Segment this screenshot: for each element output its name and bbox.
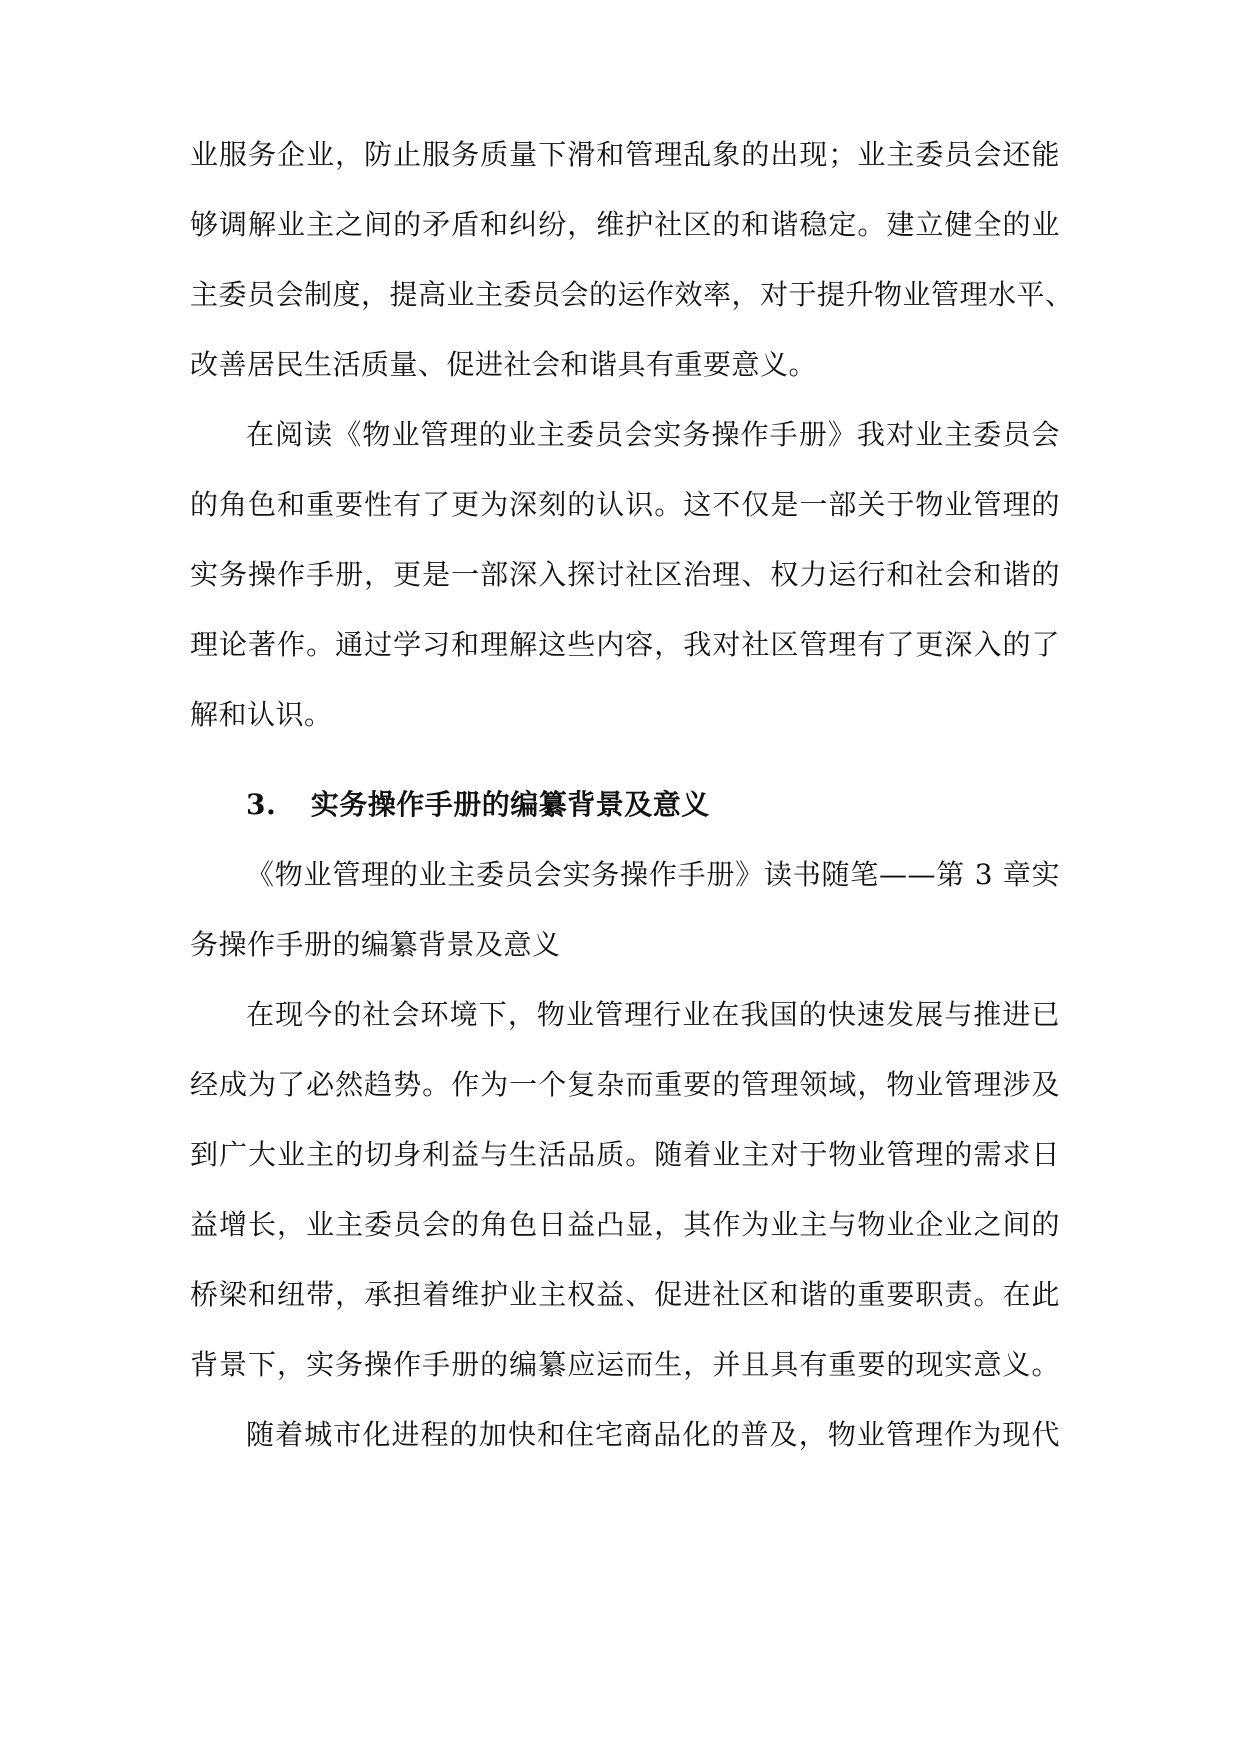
text-line: 主委员会制度，提高业主委员会的运作效率，对于提升物业管理水平、 — [190, 278, 1074, 311]
text-line: 《物业管理的业主委员会实务操作手册》读书随笔——第 3 章实 — [246, 858, 1060, 891]
text-line: 解和认识。 — [190, 698, 333, 731]
text-line: 在阅读《物业管理的业主委员会实务操作手册》我对业主委员会 — [246, 418, 1060, 451]
text-line: 业服务企业，防止服务质量下滑和管理乱象的出现；业主委员会还能 — [190, 138, 1060, 171]
section-title: 实务操作手册的编纂背景及意义 — [310, 788, 710, 821]
text-line: 够调解业主之间的矛盾和纠纷，维护社区的和谐稳定。建立健全的业 — [190, 208, 1060, 241]
text-line: 到广大业主的切身利益与生活品质。随着业主对于物业管理的需求日 — [190, 1138, 1060, 1171]
text-line: 实务操作手册，更是一部深入探讨社区治理、权力运行和社会和谐的 — [190, 558, 1060, 591]
text-line: 经成为了必然趋势。作为一个复杂而重要的管理领域，物业管理涉及 — [190, 1068, 1060, 1101]
text-line: 益增长，业主委员会的角色日益凸显，其作为业主与物业企业之间的 — [190, 1208, 1060, 1241]
text-line: 随着城市化进程的加快和住宅商品化的普及，物业管理作为现代 — [246, 1418, 1060, 1451]
text-line: 的角色和重要性有了更为深刻的认识。这不仅是一部关于物业管理的 — [190, 488, 1060, 521]
text-line: 桥梁和纽带，承担着维护业主权益、促进社区和谐的重要职责。在此 — [190, 1278, 1060, 1311]
text-line: 理论著作。通过学习和理解这些内容，我对社区管理有了更深入的了 — [190, 628, 1060, 661]
text-line: 背景下，实务操作手册的编纂应运而生，并且具有重要的现实意义。 — [190, 1348, 1060, 1381]
text-line: 改善居民生活质量、促进社会和谐具有重要意义。 — [190, 348, 818, 381]
section-heading — [246, 785, 710, 825]
text-line: 务操作手册的编纂背景及意义 — [190, 928, 561, 961]
text-line: 在现今的社会环境下，物业管理行业在我国的快速发展与推进已 — [246, 998, 1060, 1031]
section-number: 3. — [246, 788, 277, 821]
